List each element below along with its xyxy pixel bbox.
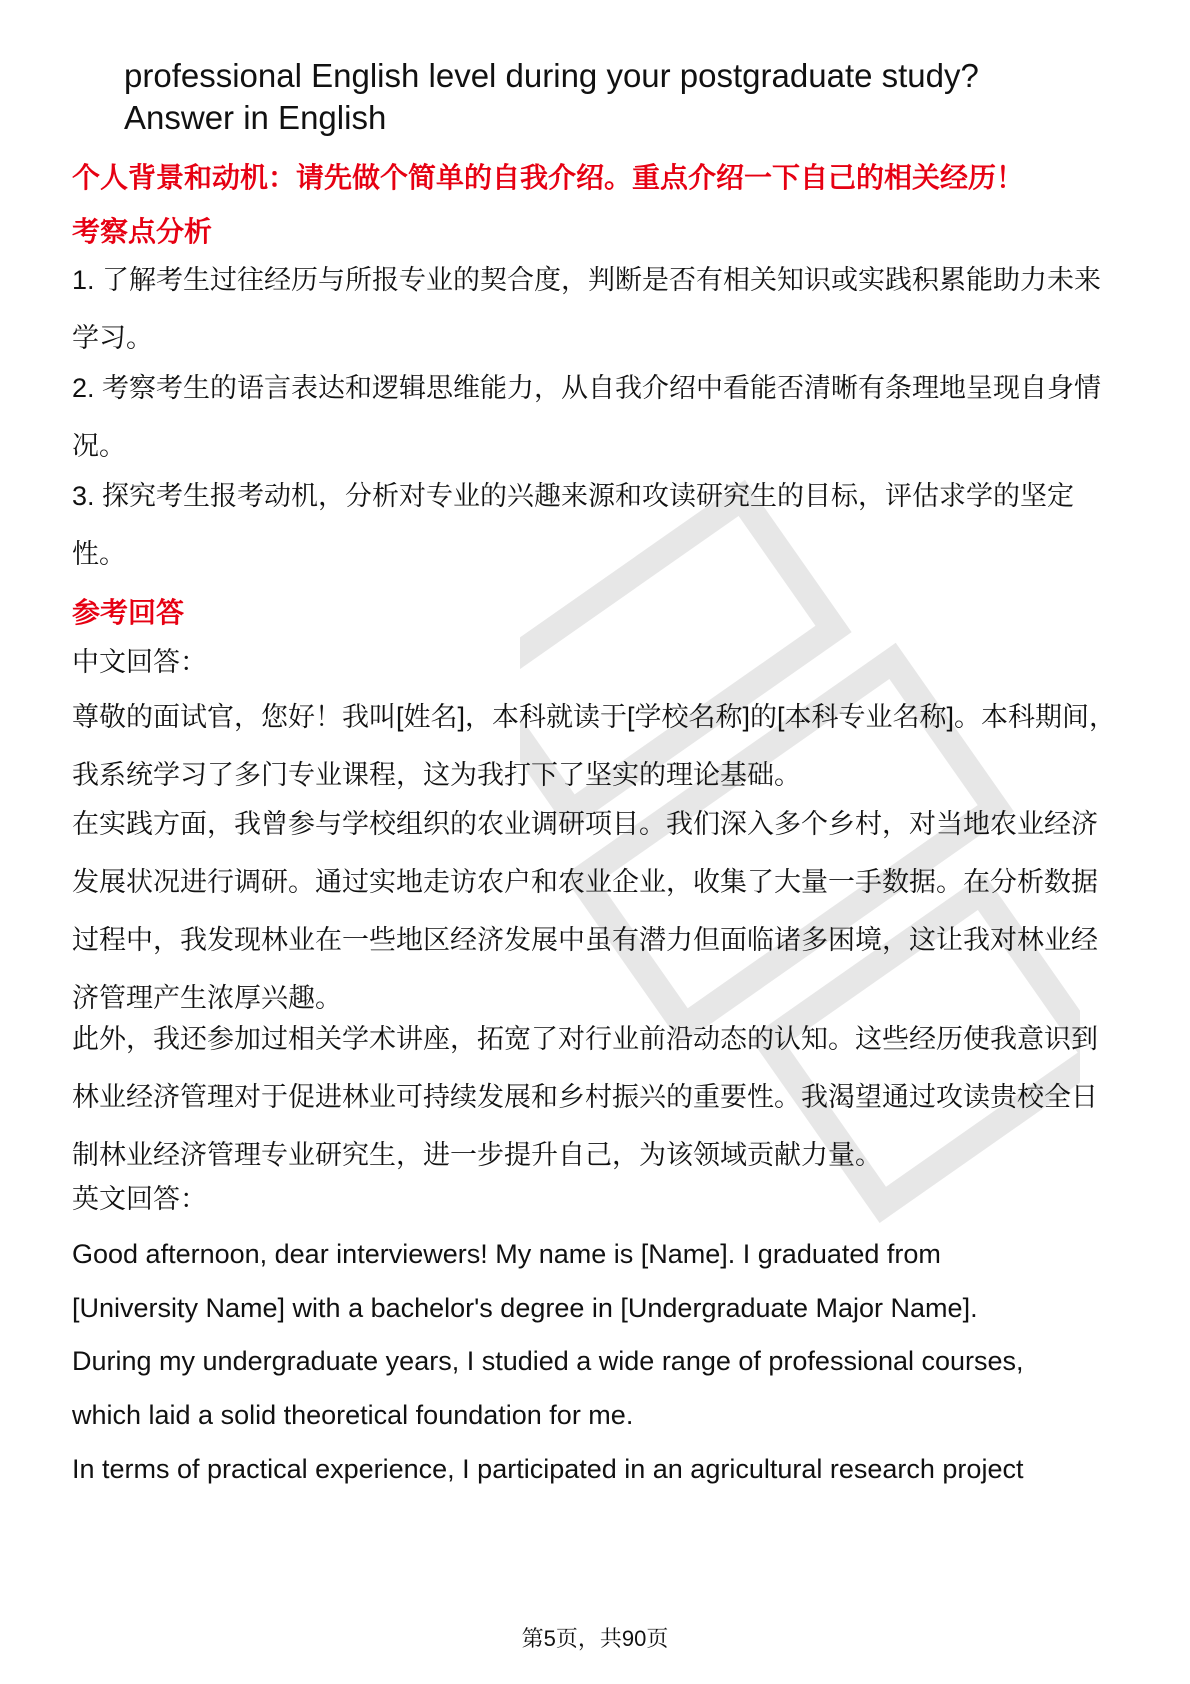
analysis-point-3: 3. 探究考生报考动机，分析对专业的兴趣来源和攻读研究生的目标，评估求学的坚定性。 <box>72 481 1075 569</box>
question-line-2: Answer in English <box>124 99 387 136</box>
question-line-1: professional English level during your postgraduate study? <box>124 57 979 94</box>
english-line-3: During my undergraduate years, I studied a wide range of professional courses, <box>72 1346 1024 1376</box>
chinese-answer-label: 中文回答： <box>72 647 207 677</box>
chinese-paragraph-3: 此外，我还参加过相关学术讲座，拓宽了对行业前沿动态的认知。这些经历使我意识到林业经济管理对于促进林业可持续发展和乡村振兴的重要性。我渴望通过攻读贵校全日制林业经济管理专业研究生，进一步提升自己，为该领域贡献力量。 <box>72 1024 1098 1170</box>
chinese-paragraph-1: 尊敬的面试官，您好！我叫[姓名]，本科就读于[学校名称]的[本科专业名称]。本科期间，我系统学习了多门专业课程，这为我打下了坚实的理论基础。 <box>72 702 1117 790</box>
english-line-4: which laid a solid theoretical foundation for me. <box>72 1400 634 1430</box>
question-continuation <box>124 55 1084 139</box>
section-title: 个人背景和动机：请先做个简单的自我介绍。重点介绍一下自己的相关经历！ <box>72 162 1025 193</box>
english-line-2: [University Name] with a bachelor's degree in [Undergraduate Major Name]. <box>72 1293 978 1323</box>
english-line-1: Good afternoon, dear interviewers! My name is [Name]. I graduated from <box>72 1239 941 1269</box>
english-line-5: In terms of practical experience, I participated in an agricultural research project <box>72 1454 1024 1484</box>
english-answer-label: 英文回答： <box>72 1184 207 1214</box>
page-number-footer: 第5页，共90页 <box>521 1626 669 1651</box>
chinese-paragraph-2: 在实践方面，我曾参与学校组织的农业调研项目。我们深入多个乡村，对当地农业经济发展状况进行调研。通过实地走访农户和农业企业，收集了大量一手数据。在分析数据过程中，我发现林业在一些地区经济发展中虽有潜力但面临诸多困境，这让我对林业经济管理产生浓厚兴趣。 <box>72 809 1098 1013</box>
analysis-heading: 考察点分析 <box>72 216 213 247</box>
analysis-point-1: 1. 了解考生过往经历与所报专业的契合度，判断是否有相关知识或实践积累能助力未来学习。 <box>72 265 1102 353</box>
analysis-point-2: 2. 考察考生的语言表达和逻辑思维能力，从自我介绍中看能否清晰有条理地呈现自身情况。 <box>72 373 1102 461</box>
reference-heading: 参考回答 <box>72 597 185 628</box>
